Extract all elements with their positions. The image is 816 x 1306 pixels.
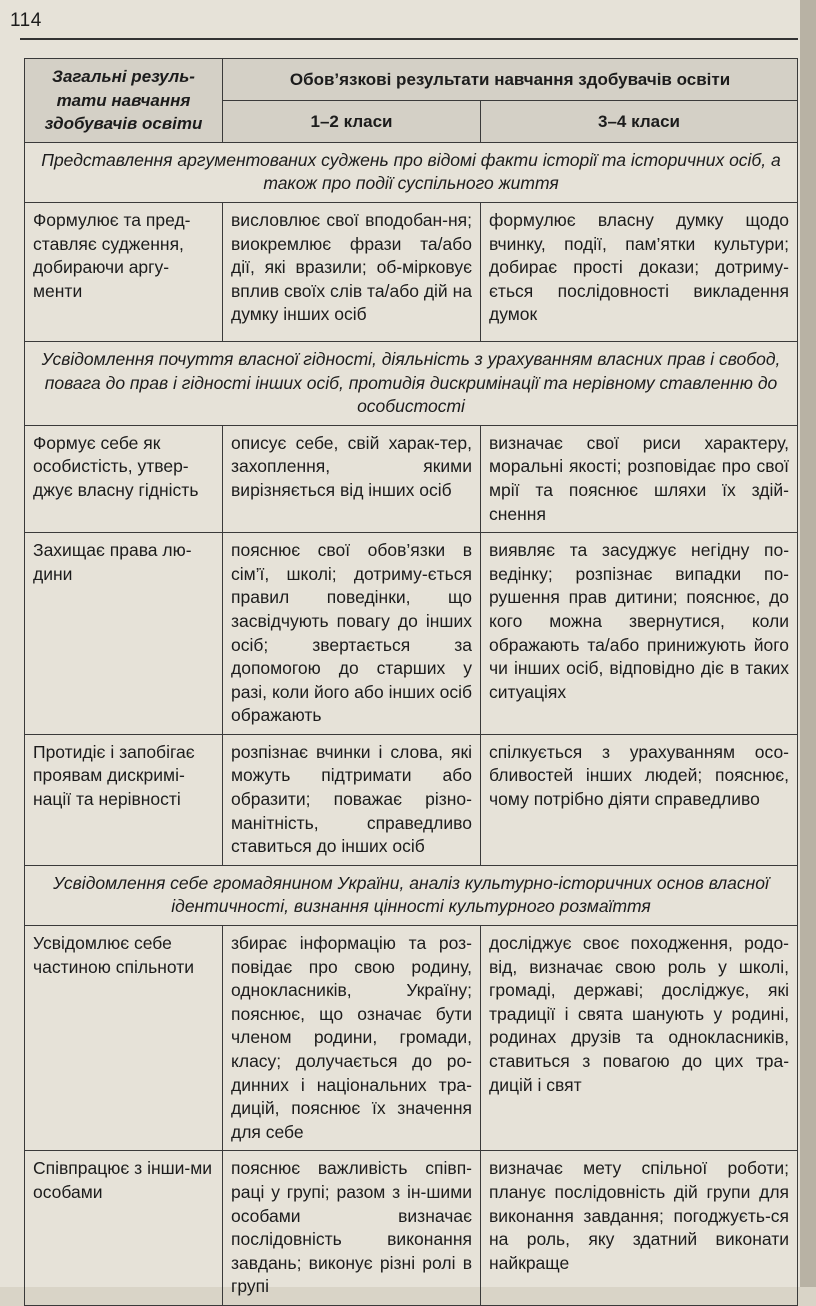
- grades-3-4-cell: спілкується з урахуванням осо-бливостей інших людей; пояснює, чому потрібно діяти справедливо: [481, 734, 798, 865]
- header-grades-1-2: 1–2 класи: [223, 100, 481, 142]
- grades-3-4-cell: виявляє та засуджує негідну по-ведінку; розпізнає випадки по-рушення прав дитини; пояснює, до кого можна звернутися, коли ображають та/або принижують його чи інших осіб, відповідно діє в таких ситуаціях: [481, 533, 798, 735]
- table-row: [25, 425, 798, 532]
- page-number: 114: [10, 10, 42, 31]
- table-row: [25, 926, 798, 1151]
- learning-outcomes-table: [24, 58, 798, 1306]
- general-result-cell: Протидіє і запобігає проявам дискримі-нації та нерівності: [25, 734, 223, 865]
- section-title: Усвідомлення почуття власної гідності, діяльність з урахуванням власних прав і свобод, повага до прав і гідності інших осіб, протидія дискримінації та нерівному ставленню до особистості: [25, 341, 798, 425]
- general-result-cell: Формує себе як особистість, утвер-джує власну гідність: [25, 425, 223, 532]
- table-row: [25, 734, 798, 865]
- section-title: Представлення аргументованих суджень про відомі факти історії та історичних осіб, а також про події суспільного життя: [25, 142, 798, 202]
- section-title: Усвідомлення себе громадянином України, аналіз культурно-історичних основ власної ідентичності, визнання цінності культурного розмаїття: [25, 865, 798, 925]
- grades-3-4-cell: формулює власну думку щодо вчинку, події, пам’ятки культури; добирає прості докази; дотриму-ється послідовності викладення думок: [481, 202, 798, 341]
- grades-1-2-cell: висловлює свої вподобан-ня; виокремлює фрази та/або дії, які вразили; об-мірковує вплив своїх слів та/або дій на думку інших осіб: [223, 202, 481, 341]
- general-result-cell: Формулює та пред-ставляє судження, добираючи аргу-менти: [25, 202, 223, 341]
- next-page-edge: [800, 0, 816, 1287]
- table-row: [25, 533, 798, 735]
- section-row: [25, 341, 798, 425]
- header-rule: [20, 38, 798, 40]
- general-result-cell: Усвідомлює себе частиною спільноти: [25, 926, 223, 1151]
- grades-3-4-cell: визначає свої риси характеру, моральні якості; розповідає про свої мрії та пояснює шляхи їх здій-снення: [481, 425, 798, 532]
- table-row: [25, 1151, 798, 1306]
- grades-1-2-cell: пояснює важливість співп-раці у групі; разом з ін-шими особами визначає послідовність виконання завдань; виконує різні ролі в групі: [223, 1151, 481, 1306]
- grades-1-2-cell: розпізнає вчинки і слова, які можуть підтримати або образити; поважає різно-манітність, справедливо ставиться до інших осіб: [223, 734, 481, 865]
- grades-3-4-cell: визначає мету спільної роботи; планує послідовність дій групи для виконання завдання; погоджуєть-ся на роль, яку здатний виконати найкраще: [481, 1151, 798, 1306]
- grades-1-2-cell: описує себе, свій харак-тер, захоплення, якими вирізняється від інших осіб: [223, 425, 481, 532]
- general-result-cell: Захищає права лю-дини: [25, 533, 223, 735]
- grades-1-2-cell: збирає інформацію та роз-повідає про свою родину, однокласників, Україну; пояснює, що означає бути членом родини, громади, класу; долучається до ро-динних і національних тра-дицій, пояснює їх значення для себе: [223, 926, 481, 1151]
- header-mandatory-results: Обов’язкові результати навчання здобувачів освіти: [223, 59, 798, 101]
- grades-1-2-cell: пояснює свої обов’язки в сім’ї, школі; дотриму-ється правил поведінки, що засвідчують повагу до інших осіб; звертається за допомогою до старших у разі, коли його або інших осіб ображають: [223, 533, 481, 735]
- grades-3-4-cell: досліджує своє походження, родо-від, визначає свою роль у школі, громаді, державі; досліджує, які традиції і свята шанують у родині, родинах друзів та однокласників, ставиться з повагою до цих тра-дицій і свят: [481, 926, 798, 1151]
- header-general-results: Загальні резуль-тати навчання здобувачів освіти: [25, 59, 223, 143]
- general-result-cell: Співпрацює з інши-ми особами: [25, 1151, 223, 1306]
- section-row: [25, 865, 798, 925]
- section-row: [25, 142, 798, 202]
- header-row: [25, 59, 798, 101]
- table-row: [25, 202, 798, 341]
- header-grades-3-4: 3–4 класи: [481, 100, 798, 142]
